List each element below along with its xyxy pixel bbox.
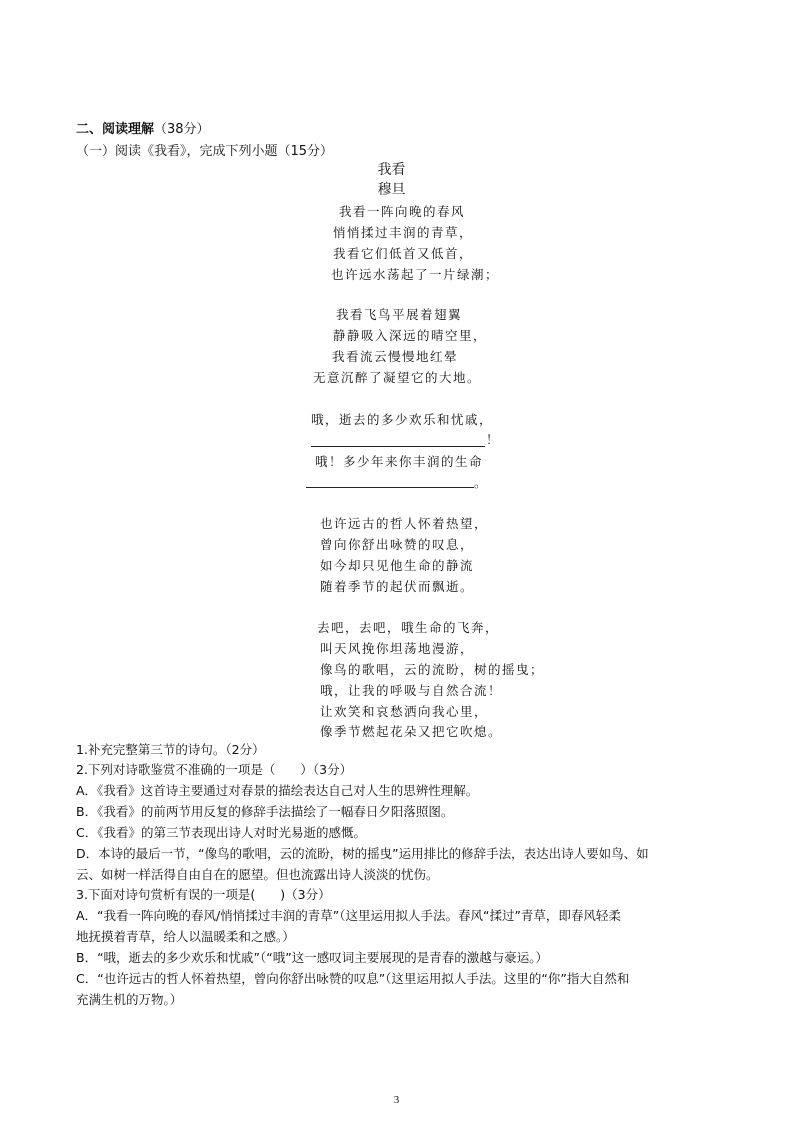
poem-line: 叫天风挽你坦荡地漫游， (320, 641, 475, 656)
question-2-option-c: C．《我看》的第三节表现出诗人对时光易逝的感慨。 (76, 825, 366, 840)
poem (0, 160, 793, 200)
question-3-option-b: B．“哦，逝去的多少欢乐和忧戚”（“哦”这一感叹词主要展现的是青春的激越与豪运。） (76, 950, 548, 965)
poem-line: 如今却只见他生命的静流 (320, 558, 475, 573)
poem-line: 我看流云慢慢地红晕 (332, 349, 459, 364)
subsection-heading: （一）阅读《我看》，完成下列小题（15分） (76, 144, 334, 159)
question-3: 3.下面对诗句赏析有误的一项是( )（3分） (76, 887, 331, 902)
page-number: 3 (393, 1094, 400, 1106)
question-3-option-a-cont: 地抚摸着青草，给人以温暖柔和之感。） (76, 929, 295, 944)
section-score: （38分） (154, 122, 210, 137)
poem-line: 随着季节的起伏而飘逝。 (320, 579, 475, 594)
poem-line: 像季节燃起花朵又把它吹熄。 (320, 724, 503, 739)
poem-line: 像鸟的歌唱，云的流盼，树的摇曳； (320, 662, 545, 677)
poem-line: 哦，逝去的多少欢乐和忧戚， (311, 412, 494, 427)
section-heading (76, 118, 210, 137)
poem-line: 哦，让我的呼吸与自然合流！ (320, 683, 503, 698)
question-2-option-d-cont: 云、如树一样活得自由自在的愿望。但也流露出诗人淡淡的忧伤。 (76, 867, 439, 882)
poem-title: 我看 (377, 162, 406, 178)
question-2: 2.下列对诗歌鉴赏不准确的一项是（ ）（3分） (76, 762, 353, 777)
poem-line: 我看一阵向晚的春风 (339, 204, 466, 219)
poem-line: 曾向你舒出咏赞的叹息， (320, 537, 475, 552)
question-3-option-c: C．“也许远古的哲人怀着热望，曾向你舒出咏赞的叹息”（这里运用拟人手法。这里的“你”指大自然和 (76, 971, 630, 986)
section-title: 二、阅读理解 (76, 122, 155, 137)
poem-line: 我看飞鸟平展着翅翼 (336, 307, 463, 322)
poem-line-ending: ！ (486, 432, 499, 447)
poem-line-ending: 。 (474, 475, 487, 490)
poem-line: 哦！多少年来你丰润的生命 (315, 454, 484, 469)
poem-author: 穆旦 (377, 182, 406, 198)
question-2-option-a: A．《我看》这首诗主要通过对春景的描绘表达自己对人生的思辨性理解。 (76, 783, 479, 798)
question-1: 1.补充完整第三节的诗句。（2分） (76, 742, 265, 757)
question-2-option-b: B．《我看》的前两节用反复的修辞手法描绘了一幅春日夕阳落照图。 (76, 804, 454, 819)
poem-line: 让欢笑和哀愁洒向我心里， (320, 704, 489, 719)
poem-line: 无意沉醉了凝望它的大地。 (313, 370, 482, 385)
poem-line: 悄悄揉过丰润的青草， (333, 225, 474, 240)
fill-in-blank (306, 487, 474, 488)
poem-line: 也许远水荡起了一片绿潮； (331, 267, 500, 282)
poem-line: 也许远古的哲人怀着热望， (320, 516, 489, 531)
fill-in-blank (311, 446, 485, 447)
poem-line: 我看它们低首又低首， (333, 246, 474, 261)
question-2-option-d: D．本诗的最后一节，“像鸟的歌唱，云的流盼，树的摇曳”运用排比的修辞手法，表达出诗人要如鸟、如 (76, 846, 649, 861)
poem-line: 去吧，去吧，哦生命的飞奔， (317, 620, 500, 635)
question-3-option-a: A．“我看一阵向晚的春风/悄悄揉过丰润的青草”（这里运用拟人手法。春风“揉过”青草，即春风轻柔 (76, 908, 621, 923)
question-3-option-c-cont: 充满生机的万物。） (76, 992, 183, 1007)
poem-line: 静静吸入深远的晴空里， (333, 328, 488, 343)
